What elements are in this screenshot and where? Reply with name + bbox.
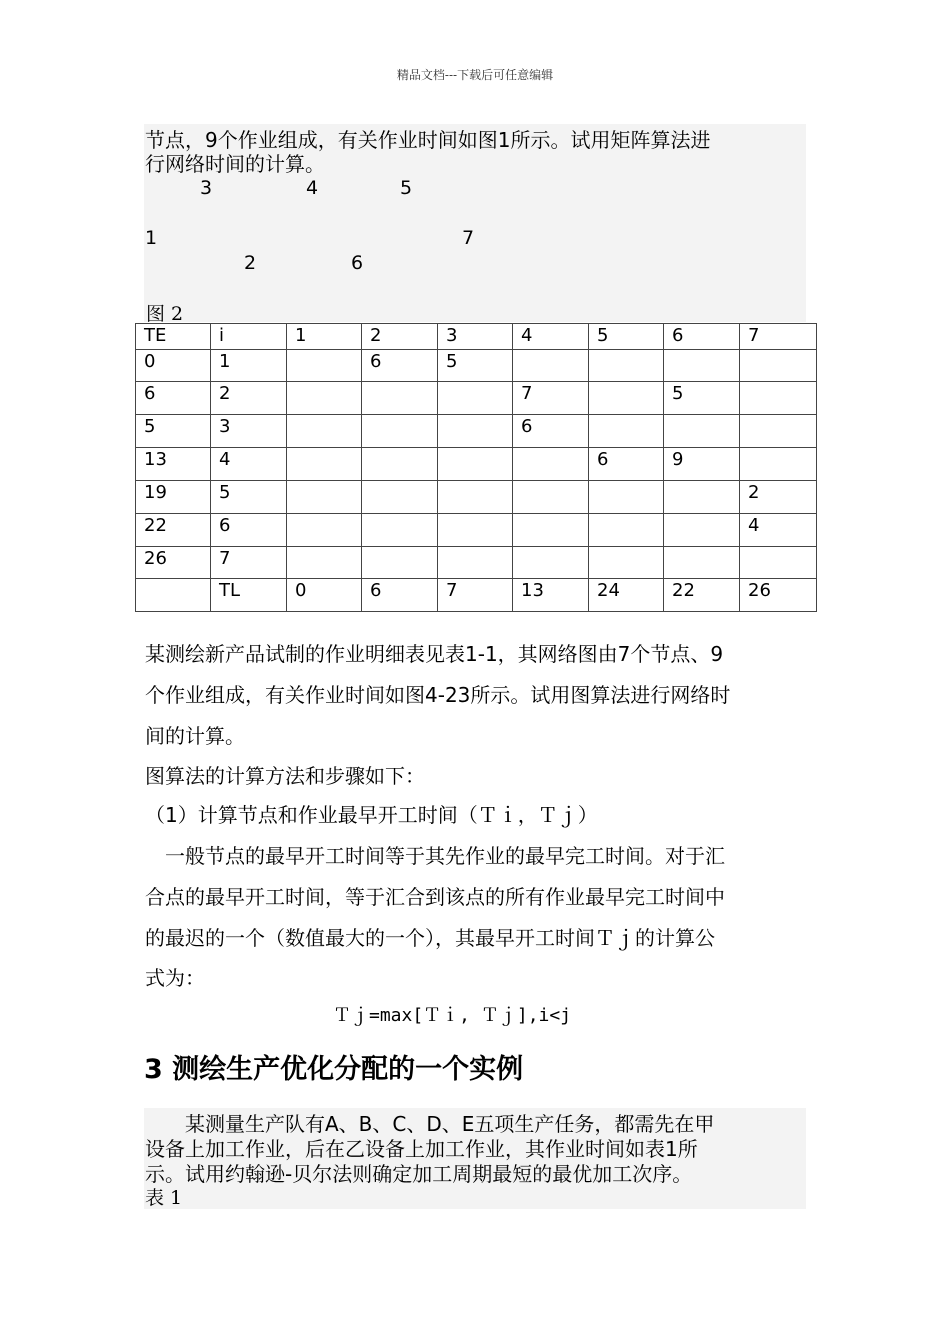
intro-line-2: 行网络时间的计算。 [145, 152, 325, 176]
section-heading: 3 测绘生产优化分配的一个实例 [144, 1054, 524, 1085]
diagram-node: 7 [462, 227, 475, 249]
table-cell [740, 382, 817, 415]
intro-line-1: 节点，9个作业组成，有关作业时间如图1所示。试用矩阵算法进 [145, 128, 711, 152]
diagram-node: 6 [351, 252, 364, 274]
table-cell [589, 514, 664, 547]
table-cell [362, 415, 438, 448]
table-cell [287, 382, 362, 415]
table-cell: 6 [362, 350, 438, 382]
table-row [136, 514, 817, 547]
table-cell: 5 [438, 350, 513, 382]
table-cell: TL [211, 579, 287, 612]
header-cell: 3 [438, 324, 513, 350]
table-row [136, 382, 817, 415]
table-cell: 22 [136, 514, 211, 547]
table-cell [513, 481, 589, 514]
table-cell [664, 514, 740, 547]
table-cell [438, 382, 513, 415]
matrix-table [135, 323, 817, 612]
diagram-node: 5 [400, 177, 413, 199]
table-cell: 6 [589, 448, 664, 481]
body-line: 个作业组成，有关作业时间如图4-23所示。试用图算法进行网络时 [145, 683, 731, 707]
table-cell [287, 481, 362, 514]
table-cell: 19 [136, 481, 211, 514]
table-cell: 5 [211, 481, 287, 514]
body-line: 间的计算。 [145, 724, 245, 748]
table-cell [740, 448, 817, 481]
table-cell: 6 [136, 382, 211, 415]
table-cell [740, 350, 817, 382]
diagram-node: 3 [200, 177, 213, 199]
table-cell [287, 350, 362, 382]
page-header: 精品文档---下载后可任意编辑 [396, 68, 554, 82]
table-cell: 2 [740, 481, 817, 514]
header-cell: TE [136, 324, 211, 350]
header-cell: i [211, 324, 287, 350]
table-cell: 24 [589, 579, 664, 612]
table-cell: 22 [664, 579, 740, 612]
table-cell: 2 [211, 382, 287, 415]
diagram-node: 4 [306, 177, 319, 199]
table-cell: 13 [136, 448, 211, 481]
figure-label: 图 2 [146, 303, 184, 325]
table-cell [438, 481, 513, 514]
table-cell: 5 [664, 382, 740, 415]
table-cell [513, 547, 589, 579]
table-cell [513, 514, 589, 547]
table-row [136, 448, 817, 481]
table-cell [513, 350, 589, 382]
body-line: 合点的最早开工时间，等于汇合到该点的所有作业最早完工时间中 [145, 885, 725, 909]
table-cell [287, 514, 362, 547]
table-cell: 4 [211, 448, 287, 481]
table-cell: 4 [740, 514, 817, 547]
table-cell [664, 415, 740, 448]
table-cell [664, 547, 740, 579]
table-cell: 6 [211, 514, 287, 547]
table-header-row [136, 324, 817, 350]
diagram-node: 2 [244, 252, 257, 274]
table-row [136, 350, 817, 382]
table-cell [438, 514, 513, 547]
body-line: 某测绘新产品试制的作业明细表见表1-1，其网络图由7个节点、9 [145, 642, 724, 666]
body-line: （1）计算节点和作业最早开工时间（Ｔｉ，Ｔｊ） [145, 803, 598, 827]
table-cell [136, 579, 211, 612]
table-cell: 26 [740, 579, 817, 612]
table-cell: 6 [513, 415, 589, 448]
table-cell: 7 [438, 579, 513, 612]
table-row [136, 481, 817, 514]
table-cell [362, 514, 438, 547]
table-row [136, 579, 817, 612]
table-cell: 0 [136, 350, 211, 382]
table-cell [589, 350, 664, 382]
table-cell: 7 [513, 382, 589, 415]
table-label: 表 1 [145, 1187, 183, 1209]
table-cell: 3 [211, 415, 287, 448]
table-cell: 5 [136, 415, 211, 448]
table-cell: 9 [664, 448, 740, 481]
section-line: 示。试用约翰逊-贝尔法则确定加工周期最短的最优加工次序。 [145, 1162, 693, 1186]
header-cell: 5 [589, 324, 664, 350]
table-cell [589, 415, 664, 448]
body-line: 图算法的计算方法和步骤如下： [145, 764, 425, 788]
table-cell [589, 547, 664, 579]
section-line: 某测量生产队有A、B、C、D、E五项生产任务，都需先在甲 [145, 1112, 715, 1136]
table-cell [664, 350, 740, 382]
body-line: 式为： [145, 966, 205, 990]
table-cell [589, 382, 664, 415]
table-row [136, 547, 817, 579]
table-cell: 13 [513, 579, 589, 612]
body-line: 一般节点的最早开工时间等于其先作业的最早完工时间。对于汇 [145, 844, 725, 868]
table-cell: 6 [362, 579, 438, 612]
table-cell [589, 481, 664, 514]
table-cell [740, 547, 817, 579]
table-cell [362, 547, 438, 579]
table-cell [438, 415, 513, 448]
section-line: 设备上加工作业，后在乙设备上加工作业，其作业时间如表1所 [145, 1137, 698, 1161]
table-cell [362, 481, 438, 514]
formula: Ｔｊ=max[Ｔｉ, Ｔｊ],i<j [333, 1005, 572, 1026]
table-cell [362, 448, 438, 481]
table-cell [438, 448, 513, 481]
table-cell [740, 415, 817, 448]
table-cell: 26 [136, 547, 211, 579]
diagram-node: 1 [145, 227, 158, 249]
table-cell [287, 448, 362, 481]
table-cell [513, 448, 589, 481]
table-cell [287, 415, 362, 448]
table-cell [362, 382, 438, 415]
header-cell: 4 [513, 324, 589, 350]
table-cell: 1 [211, 350, 287, 382]
table-cell: 7 [211, 547, 287, 579]
header-cell: 1 [287, 324, 362, 350]
table-cell: 0 [287, 579, 362, 612]
table-cell [287, 547, 362, 579]
table-row [136, 415, 817, 448]
header-cell: 6 [664, 324, 740, 350]
body-line: 的最迟的一个（数值最大的一个），其最早开工时间Ｔｊ的计算公 [145, 926, 715, 950]
table-cell [438, 547, 513, 579]
header-cell: 7 [740, 324, 817, 350]
header-cell: 2 [362, 324, 438, 350]
table-cell [664, 481, 740, 514]
